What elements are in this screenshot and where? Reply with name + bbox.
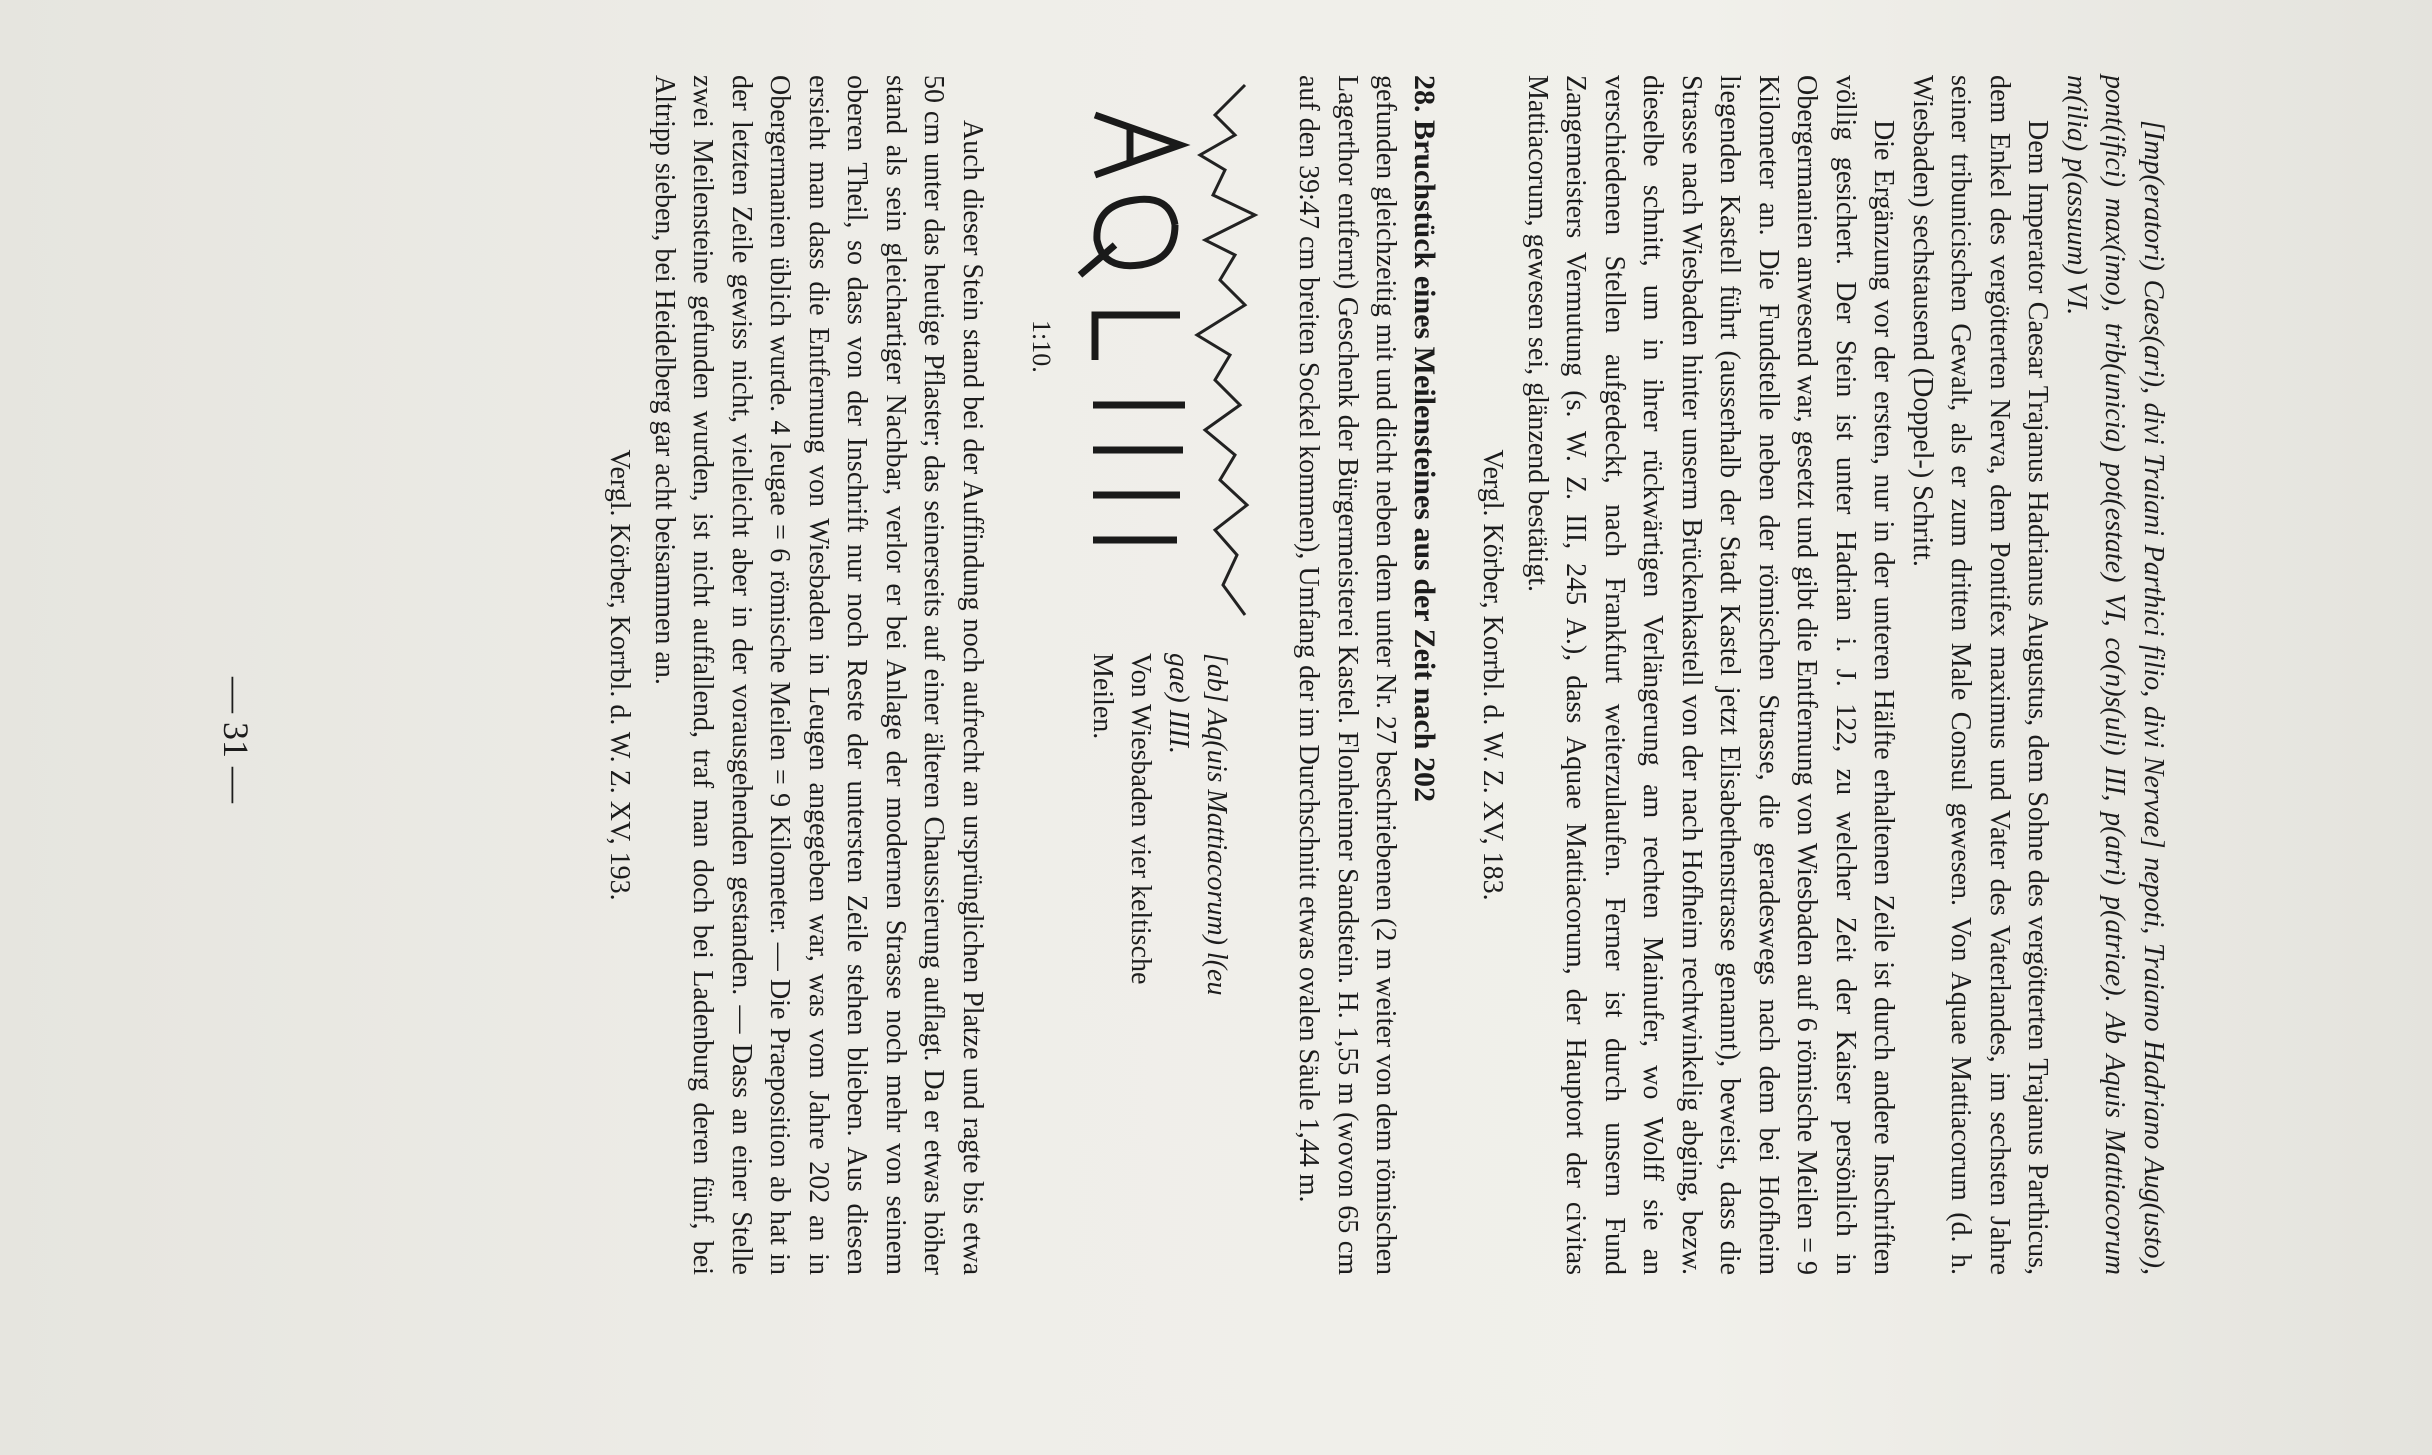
translation-27: Dem Imperator Caesar Trajanus Hadrianus Augustus, dem Sohne des vergötterten Trajanus Parthicus, dem Enkel des vergötterten Nerva, dem Pontifex maximus und Vater des Vaterlandes, im sechsten Jahre seiner tribunicischen Gewalt, als er zum dritten Male Consul gewesen. Von Aquae Mattiacorum (d. h. Wiesbaden) sechstausend (Doppel-) Schritt. <box>1907 75 2054 1275</box>
page-number: — 31 — <box>216 677 256 803</box>
translation-line-2: Meilen. <box>1087 653 1118 740</box>
reading-line-1: [ab] Aq(uis Mattiacorum) l(eu <box>1201 653 1232 996</box>
reference-28: Vergl. Körber, Korrbl. d. W. Z. XV, 193. <box>604 449 636 901</box>
inscription-27: [Imp(eratori) Caes(ari), divi Traiani Parthici filio, divi Nervae] nepoti, Traiano Hadriano Aug(usto), pont(ifici) max(imo), trib(unicia) pot(estate) VI, co(n)s(uli) III, p(atri) p(atriae). Ab Aquis Mattiacorum m(ilia) p(assuum) VI. <box>2061 75 2169 1275</box>
reference-27: Vergl. Körber, Korrbl. d. W. Z. XV, 183. <box>1477 449 1509 901</box>
commentary-27: Die Ergänzung vor der ersten, nur in der unteren Hälfte erhaltenen Zeile ist durch andere Inschriften völlig gesichert. Der Stein ist unter Hadrian i. J. 122, zu welcher Zeit der Kaiser persönlich in Obergermanien anwesend war, gesetzt und gibt die Entfernung von Wiesbaden auf 6 römische Meilen = 9 Kilometer an. Die Fundstelle neben der römischen Strasse, die geradeswegs nach dem bei Hofheim liegenden Kastell führt (ausserhalb der Stadt Kastel jetzt Elisabethenstrasse genannt), beweist, dass die Strasse nach Wiesbaden hinter unserm Brückenkastell von der nach Hofheim rechtwinkelig abging, bezw. dieselbe schnitt, um in ihrer rückwärtigen Verlängerung am rechten Mainufer, wo Wolff sie an verschiedenen Stellen aufgedeckt, nach Frankfurt weiterzulaufen. Ferner ist durch unsern Fund Zangemeisters Vermutung (s. W. Z. III, 245 A.), dass Aquae Mattiacorum, der Hauptort der civitas Mattiacorum, gewesen sei, glänzend bestätigt. <box>1522 75 1900 1275</box>
translation-line-1: Von Wiesbaden vier keltische <box>1125 653 1156 985</box>
figure-scale: 1:10. <box>1027 320 1056 373</box>
inscription-fragment-icon <box>1055 75 1275 635</box>
text-body <box>596 75 2172 1275</box>
milestone-fragment-drawing <box>1005 75 1275 635</box>
description-28: gefunden gleichzeitig mit und dicht neben dem unter Nr. 27 beschriebenen (2 m weiter von dem römischen Lagerthor entfernt) Geschenk der Bürgermeisterei Kastel. Flonheimer Sandstein. H. 1,55 m (wovon 65 cm auf den 39:47 cm breiten Sockel kommen), Umfang der im Durchschnitt etwas ovalen Säule 1,44 m. <box>1293 75 1402 1275</box>
commentary-28: Auch dieser Stein stand bei der Auffindung noch aufrecht an ursprünglichen Platze und ragte bis etwa 50 cm unter das heutige Pflaster; das seinerseits auf einer älteren Chaussierung auflagt. Da er etwas höher stand als sein gleichartiger Nachbar, verlor er bei Anlage der modernen Strasse noch mehr von seinem oberen Theil, so dass von der Inschrift nur noch Reste der untersten Zeile stehen blieben. Aus diesen ersieht man dass die Entfernung von Wiesbaden in Leugen angegeben war, was vom Jahre 202 an in Obergermanien üblich wurde. 4 leugae = 6 römische Meilen = 9 Kilometer. — Die Praeposition ab hat in der letzten Zeile gewiss nicht, vielleicht aber in der vorausgehenden gestanden. — Dass an einer Stelle zwei Meilensteine gefunden wurden, ist nicht auffallend, traf man doch bei Ladenburg deren fünf, bei Altripp sieben, bei Heidelberg gar acht beisammen an. <box>649 75 988 1275</box>
reading-line-2: gae) IIII. <box>1163 653 1194 755</box>
figure-caption <box>1083 635 1275 1275</box>
figure-row-28 <box>1005 75 1275 1275</box>
heading-28: 28. Bruchstück eines Meilensteines aus der Zeit nach 202 <box>1408 75 1441 802</box>
